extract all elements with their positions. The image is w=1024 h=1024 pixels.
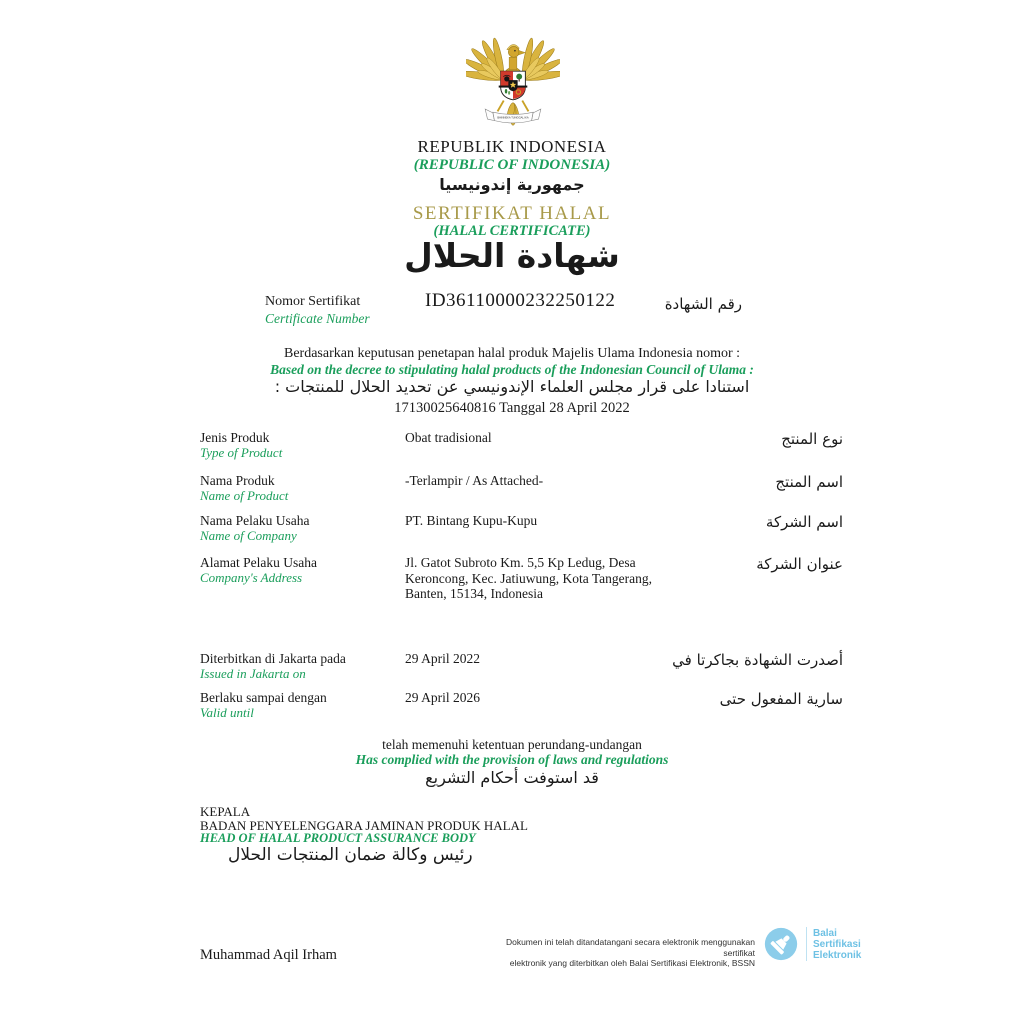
decree-line-en: Based on the decree to stipulating halal products of the Indonesian Council of Ulama : — [270, 362, 754, 377]
signatory-title-line2: BADAN PENYELENGGARA JAMINAN PRODUK HALAL — [200, 817, 528, 833]
logo-word-line3: Elektronik — [813, 949, 862, 961]
field-value: Jl. Gatot Subroto Km. 5,5 Kp Ledug, Desa Keroncong, Kec. Jatiuwung, Kota Tangerang, Banten, 15134, Indonesia — [405, 555, 652, 601]
emblem-motto-text: BHINNEKA TUNGGAL IKA — [497, 116, 529, 120]
field-label — [200, 690, 400, 720]
certificate-title-en: (HALAL CERTIFICATE) — [433, 223, 591, 239]
signatory-title-en: HEAD OF HALAL PRODUCT ASSURANCE BODY — [200, 831, 476, 845]
certificate-number-value: ID36110000232250122 — [425, 290, 616, 311]
field-label-id: Jenis Produk — [200, 430, 270, 445]
logo-word-line2: Sertifikasi — [813, 938, 861, 950]
field-value: 29 April 2026 — [405, 690, 481, 705]
certificate-number-label-id: Nomor Sertifikat — [265, 294, 361, 309]
field-label — [200, 513, 400, 543]
field-value: -Terlampir / As Attached- — [405, 473, 544, 488]
signatory-title-arabic: رئيس وكالة ضمان المنتجات الحلال — [228, 845, 473, 865]
garuda-emblem-svg — [466, 31, 560, 133]
field-label-en: Company's Address — [200, 570, 303, 585]
field-value: Obat tradisional — [405, 430, 492, 445]
field-label-en: Issued in Jakarta on — [200, 666, 306, 681]
country-name-arabic: جمهورية إندونيسيا — [439, 175, 585, 194]
field-label-arabic: أصدرت الشهادة بجاكرتا في — [672, 651, 843, 669]
field-label — [200, 473, 400, 503]
field-label-id: Nama Produk — [200, 473, 275, 488]
certificate-title-arabic: شهادة الحلال — [404, 236, 620, 275]
stamp-icon — [762, 925, 800, 963]
decree-number-line: 17130025640816 Tanggal 28 April 2022 — [394, 400, 630, 416]
logo-divider — [806, 927, 807, 961]
country-name-id: REPUBLIK INDONESIA — [417, 137, 607, 156]
signatory-title-block — [200, 805, 528, 846]
garuda-pancasila-emblem — [466, 31, 560, 133]
logo-wordmark — [813, 928, 861, 961]
field-label-en: Name of Company — [200, 528, 297, 543]
field-value: PT. Bintang Kupu-Kupu — [405, 513, 538, 528]
field-label-id: Berlaku sampai dengan — [200, 690, 327, 705]
country-name-en: (REPUBLIC OF INDONESIA) — [413, 157, 611, 173]
field-label-id: Alamat Pelaku Usaha — [200, 555, 317, 570]
field-label — [200, 555, 400, 585]
field-label-en: Name of Product — [200, 488, 289, 503]
compliance-line-id: telah memenuhi ketentuan perundang-undangan — [382, 737, 642, 752]
balai-sertifikasi-elektronik-logo — [762, 925, 861, 963]
signatory-name: Muhammad Aqil Irham — [200, 947, 337, 963]
field-label-id: Nama Pelaku Usaha — [200, 513, 310, 528]
field-label-arabic: اسم المنتج — [775, 473, 843, 491]
decree-line-arabic: استنادا على قرار مجلس العلماء الإندونيسي عن تحديد الحلال للمنتجات : — [274, 377, 750, 396]
certificate-number-label-arabic: رقم الشهادة — [664, 295, 742, 313]
electronic-signature-disclaimer — [505, 937, 755, 969]
field-label-en: Valid until — [200, 705, 254, 720]
field-label-arabic: نوع المنتج — [781, 430, 843, 448]
field-label-id: Diterbitkan di Jakarta pada — [200, 651, 346, 666]
field-label-arabic: سارية المفعول حتى — [719, 690, 843, 708]
compliance-line-arabic: قد استوفت أحكام التشريع — [425, 768, 599, 787]
certificate-number-label-en: Certificate Number — [265, 311, 370, 326]
logo-word-line1: Balai — [813, 927, 837, 939]
certificate-title-id: SERTIFIKAT HALAL — [412, 203, 612, 224]
field-label — [200, 430, 400, 460]
field-label-arabic: اسم الشركة — [765, 513, 843, 531]
field-value: 29 April 2022 — [405, 651, 481, 666]
decree-line-id: Berdasarkan keputusan penetapan halal produk Majelis Ulama Indonesia nomor : — [283, 346, 741, 361]
field-label — [200, 651, 400, 681]
compliance-line-en: Has complied with the provision of laws and regulations — [355, 752, 669, 767]
signatory-title-line1: KEPALA — [200, 804, 251, 819]
field-label-en: Type of Product — [200, 445, 283, 460]
disclaimer-line2: elektronik yang diterbitkan oleh Balai Sertifikasi Elektronik, BSSN — [509, 958, 755, 968]
field-label-arabic: عنوان الشركة — [756, 555, 843, 573]
disclaimer-line1: Dokumen ini telah ditandatangani secara elektronik menggunakan sertifikat — [505, 937, 755, 958]
